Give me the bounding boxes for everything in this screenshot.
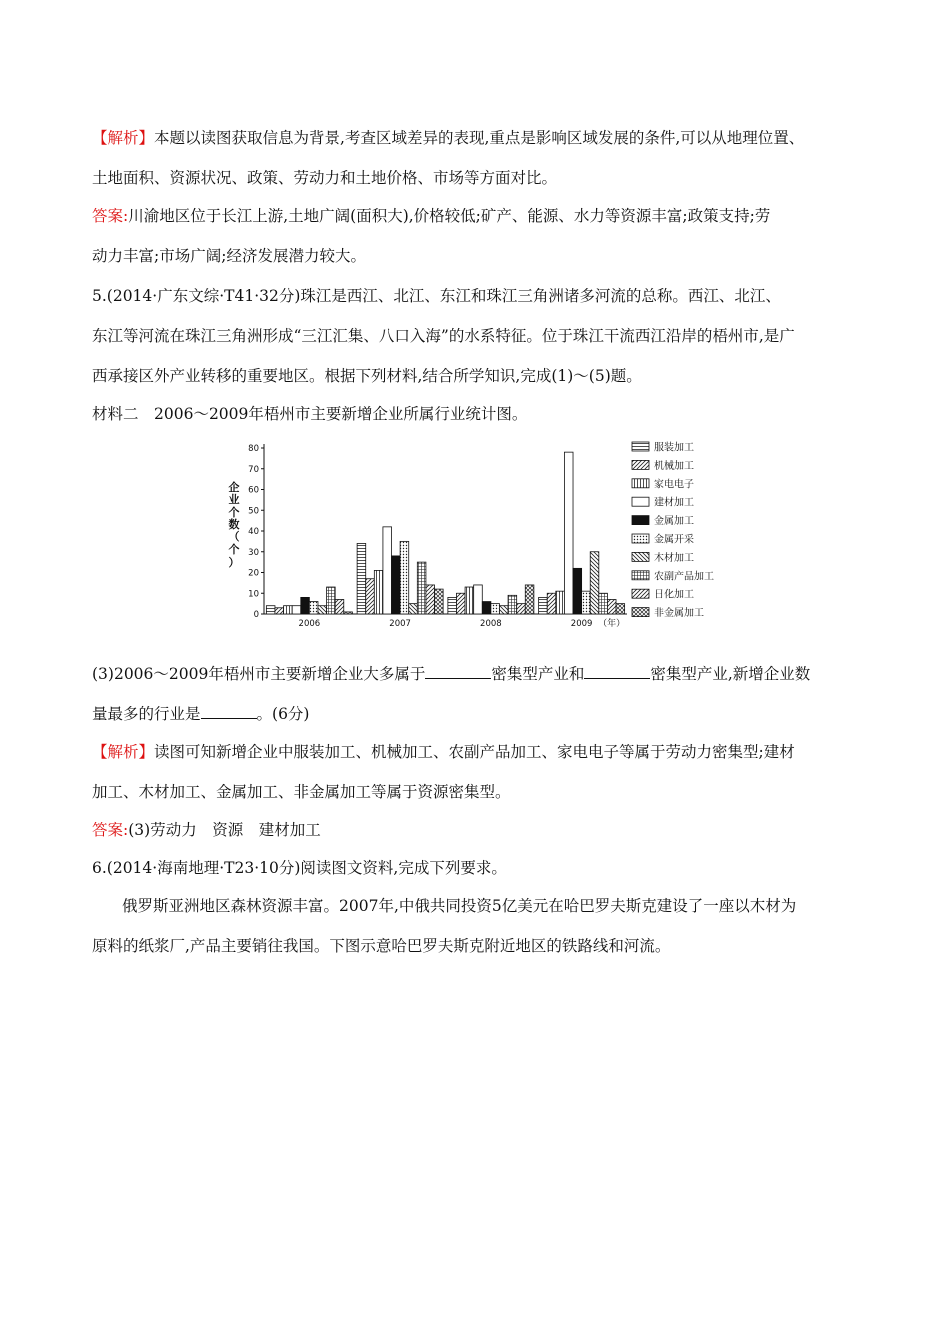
bar: [456, 593, 465, 614]
y-label-char: 数: [228, 518, 240, 531]
bar: [491, 604, 500, 614]
bar: [266, 606, 275, 614]
bar: [573, 568, 582, 614]
y-tick-label: 60: [248, 485, 259, 496]
y-tick-label: 20: [248, 568, 259, 579]
y-label-char: 个: [228, 543, 240, 556]
bar: [292, 606, 301, 614]
legend-label: 日化加工: [654, 589, 694, 601]
y-axis-label: [229, 480, 240, 569]
answer1-line2: 动力丰富;市场广阔;经济发展潜力较大。: [92, 247, 366, 265]
answer-label: 答案:: [92, 821, 129, 839]
bar: [517, 604, 526, 614]
answer-blank-2[interactable]: [584, 664, 650, 679]
y-tick-label: 80: [248, 444, 259, 454]
legend-label: 农副产品加工: [654, 571, 714, 583]
bar: [335, 599, 344, 614]
legend-label: 非金属加工: [654, 608, 704, 620]
bar: [556, 591, 565, 614]
y-label-char: 业: [228, 493, 240, 506]
legend-swatch: [632, 571, 649, 580]
q5-line1: 5.(2014·广东文综·T41·32分)珠江是西江、北江、东江和珠江三角洲诸多河流的总称。西江、北江、: [92, 287, 781, 305]
bar: [499, 606, 508, 614]
bar: [607, 599, 616, 614]
bar: [383, 527, 392, 614]
bar: [590, 552, 599, 614]
analysis1-line2: 土地面积、资源状况、政策、劳动力和土地价格、市场等方面对比。: [92, 169, 558, 187]
bar: [366, 579, 375, 614]
answer1-line1: 答案:川渝地区位于长江上游,土地广阔(面积大),价格较低;矿产、能源、水力等资源丰富;政策支持;劳: [92, 207, 771, 225]
legend-label: 金属加工: [654, 516, 694, 528]
legend-swatch: [632, 442, 649, 451]
bar: [599, 593, 608, 614]
bar: [448, 597, 457, 614]
legend-label: 木材加工: [654, 552, 694, 564]
y-label-char: 个: [228, 506, 240, 519]
legend-label: 家电电子: [654, 479, 694, 491]
legend-label: 金属开采: [654, 534, 694, 546]
bar: [392, 556, 401, 614]
bar: [465, 587, 474, 614]
legend-label: 机械加工: [654, 460, 694, 472]
y-tick-label: 30: [248, 547, 259, 558]
x-tick-label: 2007: [389, 619, 411, 629]
q5-3-line2: 量最多的行业是 。(6分): [92, 705, 310, 723]
y-label-char: 企: [228, 481, 240, 494]
analysis-label: 【解析】: [92, 129, 155, 147]
legend-swatch: [632, 479, 649, 488]
bar: [357, 543, 366, 614]
answer2-line: 答案:(3)劳动力 资源 建材加工: [92, 821, 321, 839]
bar: [435, 589, 444, 614]
industry-bar-chart: [222, 436, 732, 632]
legend-swatch: [632, 516, 649, 525]
bar: [482, 602, 491, 614]
legend-swatch: [632, 534, 649, 543]
legend-swatch: [632, 497, 649, 506]
bar: [582, 591, 591, 614]
analysis2-line2: 加工、木材加工、金属加工、非金属加工等属于资源密集型。: [92, 783, 511, 801]
legend-swatch: [632, 608, 649, 617]
answer-blank-3[interactable]: [201, 704, 257, 719]
q5-3-line1: (3)2006～2009年梧州市主要新增企业大多属于 密集型产业和 密集型产业,新增企业数: [92, 665, 811, 683]
bar: [400, 541, 409, 614]
q5-line3: 西承接区外产业转移的重要地区。根据下列材料,结合所学知识,完成(1)～(5)题。: [92, 367, 642, 385]
answer-blank-1[interactable]: [425, 664, 491, 679]
bar: [327, 587, 336, 614]
bar: [474, 585, 483, 614]
q5-line2: 东江等河流在珠江三角洲形成“三江汇集、八口入海”的水系特征。位于珠江干流西江沿岸的梧州市,是广: [92, 327, 795, 345]
bar: [301, 597, 310, 614]
bar: [564, 452, 573, 614]
x-axis-labels: [299, 617, 626, 629]
answer-label: 答案:: [92, 207, 129, 225]
x-tick-label: 2006: [298, 619, 321, 629]
q6-line2: 俄罗斯亚洲地区森林资源丰富。2007年,中俄共同投资5亿美元在哈巴罗夫斯克建设了一座以木材为: [122, 897, 797, 915]
bar: [409, 604, 418, 614]
bar: [539, 597, 548, 614]
y-tick-label: 0: [253, 610, 259, 620]
x-tick-label: 2009: [570, 619, 593, 629]
bar: [309, 602, 318, 614]
bar: [318, 606, 327, 614]
chart-bars: [266, 452, 624, 614]
chart-legend: [632, 441, 714, 620]
bar: [547, 593, 556, 614]
q6-line1: 6.(2014·海南地理·T23·10分)阅读图文资料,完成下列要求。: [92, 859, 507, 877]
analysis-label: 【解析】: [92, 743, 155, 761]
analysis1-line1: 【解析】本题以读图获取信息为背景,考查区域差异的表现,重点是影响区域发展的条件,可以从地理位置、: [92, 129, 805, 147]
bar: [374, 570, 383, 614]
bar: [616, 604, 625, 614]
material-caption: 材料二 2006～2009年梧州市主要新增企业所属行业统计图。: [92, 405, 528, 423]
bar: [284, 606, 293, 614]
bar: [508, 595, 517, 614]
q6-line3: 原料的纸浆厂,产品主要销往我国。下图示意哈巴罗夫斯克附近地区的铁路线和河流。: [92, 937, 671, 955]
analysis2-line1: 【解析】读图可知新增企业中服装加工、机械加工、农副产品加工、家电电子等属于劳动力密集型;建材: [92, 743, 795, 761]
y-tick-label: 40: [248, 527, 259, 537]
bar: [275, 608, 284, 614]
x-tick-label: 2008: [480, 619, 502, 629]
y-tick-label: 10: [248, 589, 259, 600]
x-axis-unit-label: （年）: [598, 619, 626, 629]
legend-label: 建材加工: [654, 497, 694, 509]
bar: [525, 585, 534, 614]
legend-swatch: [632, 589, 649, 598]
y-tick-label: 50: [248, 506, 259, 517]
bar: [344, 612, 353, 614]
legend-swatch: [632, 460, 649, 469]
y-label-char: （: [228, 530, 240, 543]
y-label-char: ）: [228, 556, 240, 569]
legend-swatch: [632, 552, 649, 561]
legend-label: 服装加工: [654, 442, 694, 454]
bar: [417, 562, 426, 614]
y-tick-label: 70: [248, 464, 259, 475]
bar: [426, 585, 435, 614]
